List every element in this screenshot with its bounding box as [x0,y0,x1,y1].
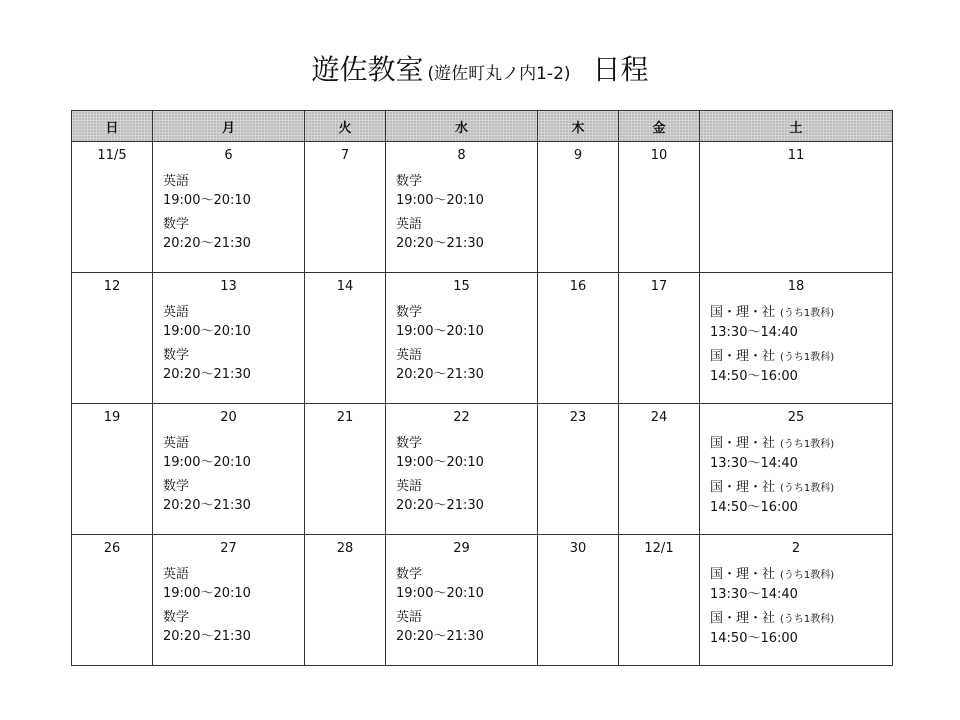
date-number: 29 [453,541,470,556]
date-number: 23 [569,410,587,425]
session-entry [700,478,892,517]
date-number: 14 [336,279,354,294]
day-cell [538,273,619,404]
session-time: 20:20〜21:30 [396,236,484,251]
session-time: 19:00〜20:10 [163,586,251,601]
session-subject: 英語 [396,610,423,625]
session-entry [153,346,304,384]
date-number: 16 [569,279,587,294]
day-cell [305,273,386,404]
session-entry [386,565,537,603]
week-row [72,535,893,666]
weekday-header-wed: 水 [386,111,538,142]
session-subject: 数学 [163,610,190,625]
date-number: 15 [453,279,470,294]
session-subject: 英語 [163,305,190,320]
day-cell [700,404,893,535]
schedule-body [72,142,893,666]
session-entry [386,303,537,341]
session-note: (うち1教科) [780,483,835,494]
day-cell [700,535,893,666]
date-number: 26 [103,541,121,556]
title-address: (遊佐町丸ノ内1-2) [427,64,571,84]
day-cell [619,535,700,666]
day-cell [386,404,538,535]
session-time: 20:20〜21:30 [163,367,251,382]
week-row [72,273,893,404]
date-number: 6 [224,148,233,163]
session-time: 19:00〜20:10 [163,324,251,339]
session-entry [700,303,892,342]
session-entry [153,215,304,253]
title-main: 遊佐教室 [311,53,424,86]
date-number: 11 [787,148,805,163]
date-number: 27 [220,541,237,556]
day-cell [619,404,700,535]
session-entry [700,434,892,473]
session-entry [386,215,537,253]
session-entry [153,172,304,210]
session-time: 20:20〜21:30 [396,498,484,513]
session-time: 20:20〜21:30 [163,236,251,251]
session-time: 13:30〜14:40 [710,456,798,471]
day-cell [153,142,305,273]
weekday-header-row [72,111,893,142]
session-subject: 英語 [163,567,190,582]
session-time: 13:30〜14:40 [710,587,798,602]
session-time: 20:20〜21:30 [163,629,251,644]
session-time: 19:00〜20:10 [163,193,251,208]
session-time: 14:50〜16:00 [710,631,798,646]
day-cell [153,273,305,404]
date-number: 12 [103,279,121,294]
session-subject: 数学 [396,305,423,320]
week-row [72,404,893,535]
session-subject: 英語 [396,348,423,363]
day-cell [700,273,893,404]
session-subject: 国・理・社 [710,349,776,364]
day-cell [72,142,153,273]
session-entry [386,172,537,210]
session-subject: 英語 [396,479,423,494]
day-cell [700,142,893,273]
session-entry [386,477,537,515]
session-entry [386,608,537,646]
session-note: (うち1教科) [780,352,835,363]
date-number: 25 [787,410,805,425]
session-note: (うち1教科) [780,570,835,581]
day-cell [619,142,700,273]
week-row [72,142,893,273]
session-entry [700,347,892,386]
session-entry [700,609,892,648]
date-number: 7 [340,148,350,163]
day-cell [386,142,538,273]
date-number: 28 [336,541,354,556]
session-subject: 国・理・社 [710,611,776,626]
day-cell [305,535,386,666]
session-subject: 数学 [163,217,190,232]
session-entry [153,434,304,472]
session-subject: 数学 [396,436,423,451]
session-time: 14:50〜16:00 [710,500,798,515]
date-number: 2 [791,541,801,556]
session-time: 19:00〜20:10 [396,455,484,470]
date-number: 17 [650,279,668,294]
schedule-table [71,110,893,666]
session-subject: 数学 [163,479,190,494]
session-subject: 国・理・社 [710,305,776,320]
session-subject: 数学 [396,174,423,189]
session-time: 20:20〜21:30 [163,498,251,513]
date-number: 30 [569,541,587,556]
day-cell [538,142,619,273]
date-number: 13 [220,279,237,294]
weekday-header-mon: 月 [153,111,305,142]
day-cell [153,535,305,666]
session-time: 20:20〜21:30 [396,629,484,644]
day-cell [72,404,153,535]
session-time: 19:00〜20:10 [396,193,484,208]
date-number: 11/5 [97,148,127,163]
day-cell [305,404,386,535]
session-entry [153,608,304,646]
session-subject: 数学 [163,348,190,363]
day-cell [305,142,386,273]
session-entry [386,434,537,472]
day-cell [538,404,619,535]
day-cell [72,535,153,666]
session-entry [153,565,304,603]
day-cell [72,273,153,404]
session-subject: 英語 [396,217,423,232]
session-entry [700,565,892,604]
day-cell [153,404,305,535]
session-time: 19:00〜20:10 [396,586,484,601]
weekday-header-fri: 金 [619,111,700,142]
session-entry [153,303,304,341]
day-cell [386,273,538,404]
session-time: 14:50〜16:00 [710,369,798,384]
session-entry [153,477,304,515]
weekday-header-sat: 土 [700,111,893,142]
date-number: 10 [650,148,668,163]
date-number: 20 [220,410,237,425]
date-number: 19 [103,410,121,425]
weekday-header-sun: 日 [72,111,153,142]
session-subject: 国・理・社 [710,567,776,582]
weekday-header-thu: 木 [538,111,619,142]
session-subject: 国・理・社 [710,436,776,451]
session-subject: 国・理・社 [710,480,776,495]
date-number: 22 [453,410,470,425]
session-note: (うち1教科) [780,439,835,450]
date-number: 21 [336,410,354,425]
day-cell [619,273,700,404]
date-number: 24 [650,410,668,425]
session-time: 13:30〜14:40 [710,325,798,340]
session-subject: 英語 [163,174,190,189]
session-time: 20:20〜21:30 [396,367,484,382]
date-number: 9 [573,148,583,163]
date-number: 18 [787,279,805,294]
weekday-header-tue: 火 [305,111,386,142]
session-time: 19:00〜20:10 [163,455,251,470]
session-entry [386,346,537,384]
page-title [0,48,960,88]
session-subject: 英語 [163,436,190,451]
day-cell [538,535,619,666]
session-note: (うち1教科) [780,614,835,625]
session-time: 19:00〜20:10 [396,324,484,339]
date-number: 12/1 [644,541,674,556]
session-note: (うち1教科) [780,308,835,319]
day-cell [386,535,538,666]
session-subject: 数学 [396,567,423,582]
date-number: 8 [457,148,466,163]
title-suffix: 日程 [592,53,649,86]
